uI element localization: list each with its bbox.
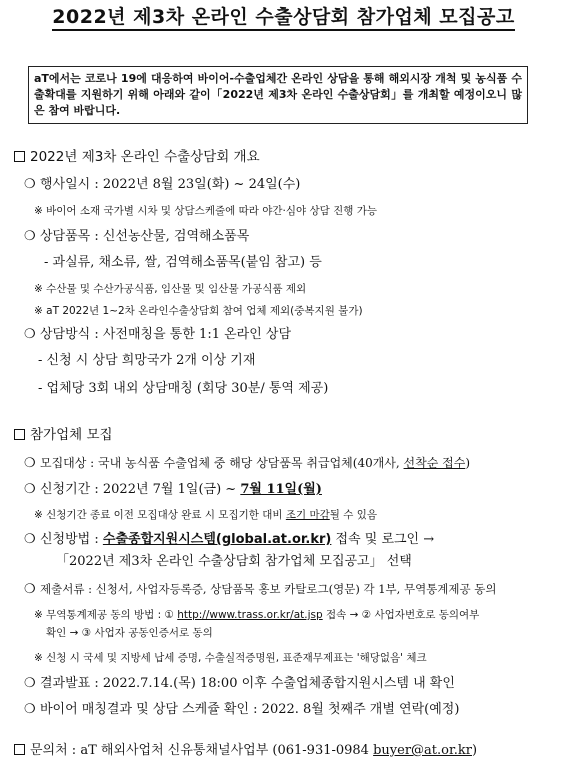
schedule-item [24, 176, 300, 194]
circle-bullet-icon: ❍ [24, 702, 36, 717]
section-recruit-heading [14, 426, 113, 444]
target-first-come: 선착순 접수 [403, 456, 466, 470]
trade-note-text: ※ 무역통계제공 동의 방법 : ① [34, 609, 178, 621]
items-text: 상담품목 : 신선농산물, 검역해소품목 [40, 229, 250, 244]
method-text: 상담방식 : 사전매칭을 통한 1:1 온라인 상담 [40, 327, 292, 342]
result-item [24, 675, 455, 693]
checkbox-square-icon [14, 151, 25, 162]
target-close: ) [465, 456, 471, 470]
contact-close: ) [471, 743, 478, 758]
trade-note-line-2: 확인 → ③ 사업자 공동인증서로 동의 [46, 627, 213, 639]
circle-bullet-icon: ❍ [24, 177, 36, 192]
trade-note [34, 606, 479, 624]
period-item [24, 481, 322, 499]
circle-bullet-icon: ❍ [24, 482, 36, 497]
schedule-text: 행사일시 : 2022년 8월 23일(화) ~ 24일(수) [40, 177, 301, 192]
checkbox-square-icon [14, 744, 25, 755]
circle-bullet-icon: ❍ [24, 582, 36, 597]
circle-bullet-icon: ❍ [24, 676, 36, 691]
schedule-note: ※ 바이어 소재 국가별 시차 및 상담스케줄에 따라 야간·심야 상담 진행 가능 [34, 205, 377, 217]
contact-text: 문의처 : aT 해외사업처 신유통채널사업부 (061-931-0984 [30, 743, 374, 758]
period-note [34, 506, 377, 524]
section-overview-heading [14, 148, 260, 166]
trass-link[interactable]: http://www.trass.or.kr/at.jsp [177, 609, 323, 621]
period-note-end: 될 수 있음 [329, 509, 378, 521]
apply-item [24, 531, 434, 549]
method-detail-2: - 업체당 3회 내외 상담매칭 (회당 30분/ 통역 제공) [38, 381, 329, 396]
title-wrap [0, 6, 567, 31]
result-text: 결과발표 : 2022.7.14.(목) 18:00 이후 수출업체종합지원시스템 내 확인 [40, 676, 455, 691]
contact-line [14, 742, 477, 760]
target-item [24, 454, 470, 473]
items-detail: - 과실류, 채소류, 쌀, 검역해소품목(붙임 참고) 등 [44, 255, 322, 270]
docs-text: 제출서류 : 신청서, 사업자등록증, 상담품목 홍보 카탈로그(영문) 각 1부, 무역통계제공 동의 [40, 582, 497, 596]
circle-bullet-icon: ❍ [24, 229, 36, 244]
items-note-2: ※ aT 2022년 1~2차 온라인수출상담회 참여 업체 제외(중복지원 불가) [34, 305, 363, 317]
items-item [24, 228, 249, 246]
intro-box: aT에서는 코로나 19에 대응하여 바이어-수출업체간 온라인 상담을 통해 해외시장 개척 및 농식품 수출확대를 지원하기 위해 아래와 같이「2022년 제3차 온라인 수출상담회」를 개최할 예정이오니 많은 참여 바랍니다. [28, 66, 528, 124]
method-detail-1: - 신청 시 상담 희망국가 2개 이상 기재 [38, 353, 256, 368]
section-recruit-title: 참가업체 모집 [30, 427, 113, 443]
circle-bullet-icon: ❍ [24, 327, 36, 342]
contact-email-link[interactable]: buyer@at.or.kr [373, 743, 472, 758]
apply-text-suffix: 접속 및 로그인 → [331, 532, 435, 547]
buyer-result-item [24, 701, 459, 719]
tax-note: ※ 신청 시 국세 및 지방세 납세 증명, 수출실적증명원, 표준재무제표는 '해당없음' 체크 [34, 652, 427, 664]
docs-item [24, 580, 497, 599]
circle-bullet-icon: ❍ [24, 456, 36, 471]
circle-bullet-icon: ❍ [24, 532, 36, 547]
trade-note-suffix: 접속 → ② 사업자번호로 동의여부 [322, 609, 480, 621]
section-overview-title: 2022년 제3차 온라인 수출상담회 개요 [30, 149, 260, 165]
apply-system-link[interactable]: 수출종합지원시스템(global.at.or.kr) [102, 532, 332, 547]
period-note-early-close: 조기 마감 [285, 509, 330, 521]
period-note-text: ※ 신청기간 종료 이전 모집대상 완료 시 모집기한 대비 [34, 509, 286, 521]
items-note-1: ※ 수산물 및 수산가공식품, 임산물 및 임산물 가공식품 제외 [34, 283, 307, 295]
checkbox-square-icon [14, 429, 25, 440]
apply-line-2: 「2022년 제3차 온라인 수출상담회 참가업체 모집공고」 선택 [56, 554, 412, 569]
apply-text: 신청방법 : [40, 532, 103, 547]
period-end-date: 7월 11일(월) [240, 482, 322, 497]
buyer-result-text: 바이어 매칭결과 및 상담 스케쥴 확인 : 2022. 8월 첫째주 개별 연락(예정) [40, 702, 460, 717]
target-text: 모집대상 : 국내 농식품 수출업체 중 해당 상담품목 취급업체(40개사, [40, 456, 404, 470]
period-text: 신청기간 : 2022년 7월 1일(금) ~ [40, 482, 241, 497]
page-title: 2022년 제3차 온라인 수출상담회 참가업체 모집공고 [52, 6, 514, 31]
method-item [24, 326, 291, 344]
